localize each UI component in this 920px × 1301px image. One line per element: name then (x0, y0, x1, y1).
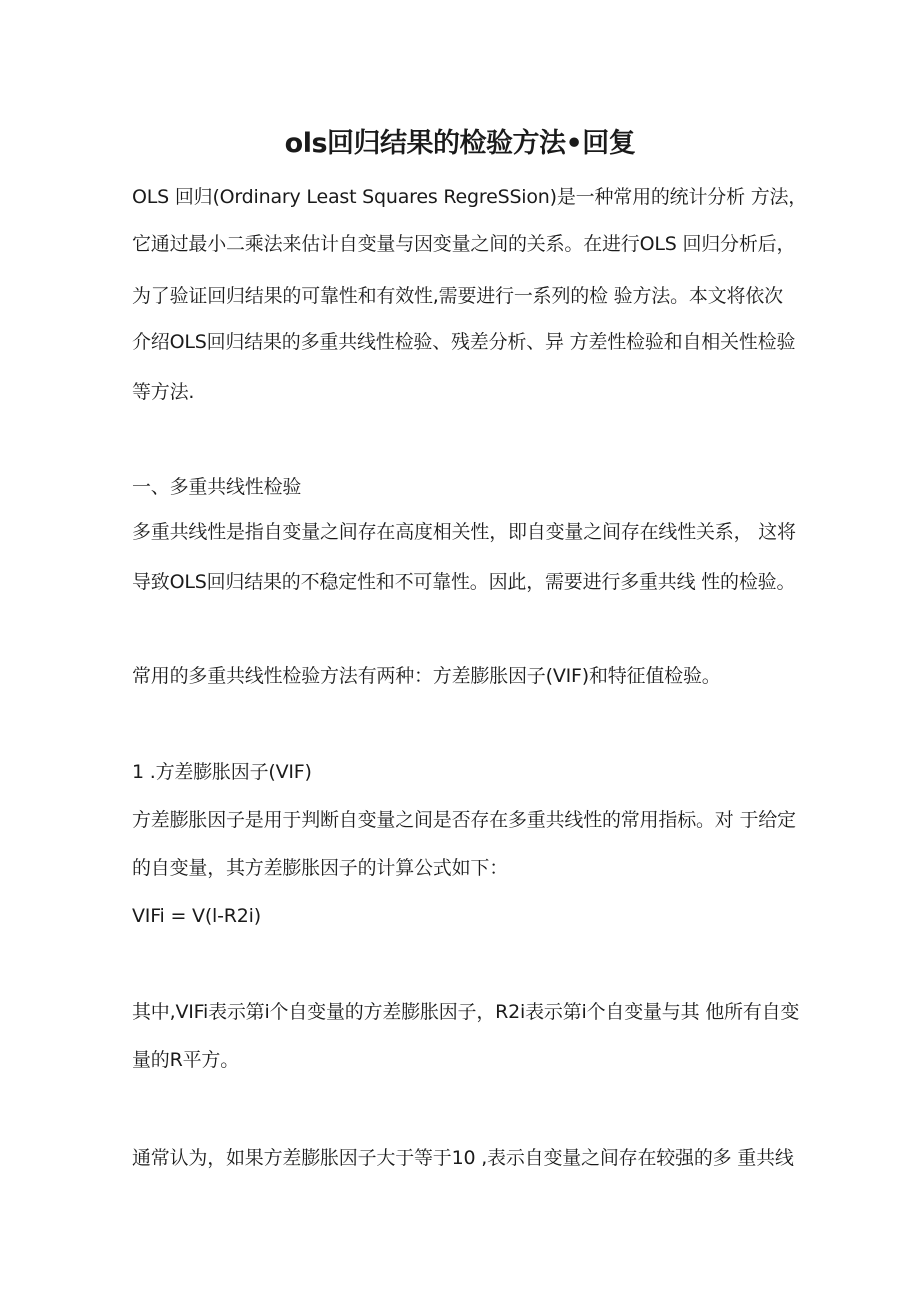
intro-line: 等方法. (132, 381, 195, 403)
vif-formula: VIFi = V(l-R2i) (132, 905, 261, 927)
intro-line: 它通过最小二乘法来估计自变量与因变量之间的关系。在进行OLS 回归分析后， (132, 233, 796, 255)
section-paragraph-line: 多重共线性是指自变量之间存在高度相关性，即自变量之间存在线性关系， 这将 (132, 521, 796, 543)
subsection-paragraph-line: 方差膨胀因子是用于判断自变量之间是否存在多重共线性的常用指标。对 于给定 (132, 809, 796, 831)
subsection-heading: 1 .方差膨胀因子(VIF) (132, 761, 312, 783)
subsection-paragraph-line: 的自变量，其方差膨胀因子的计算公式如下： (132, 857, 509, 879)
intro-line: 介绍OLS回归结果的多重共线性检验、残差分析、异 方差性检验和自相关性检验 (132, 331, 796, 353)
conclusion-line: 通常认为，如果方差膨胀因子大于等于10 ,表示自变量之间存在较强的多 重共线 (132, 1147, 794, 1169)
explanation-line: 其中,VIFi表示第i个自变量的方差膨胀因子，R2i表示第i个自变量与其 他所有自变 (132, 1001, 800, 1023)
intro-line: OLS 回归(Ordinary Least Squares RegreSSion)是一种常用的统计分析 方法， (132, 186, 808, 208)
intro-line: 为了验证回归结果的可靠性和有效性,需要进行一系列的检 验方法。本文将依次 (132, 285, 783, 307)
explanation-line: 量的R平方。 (132, 1049, 240, 1071)
section-paragraph-line: 导致OLS回归结果的不稳定性和不可靠性。因此，需要进行多重共线 性的检验。 (132, 571, 796, 593)
document-title: ols回归结果的检验方法•回复 (284, 128, 636, 159)
methods-line: 常用的多重共线性检验方法有两种：方差膨胀因子(VIF)和特征值检验。 (132, 665, 721, 687)
section-heading: 一、多重共线性检验 (132, 476, 302, 498)
